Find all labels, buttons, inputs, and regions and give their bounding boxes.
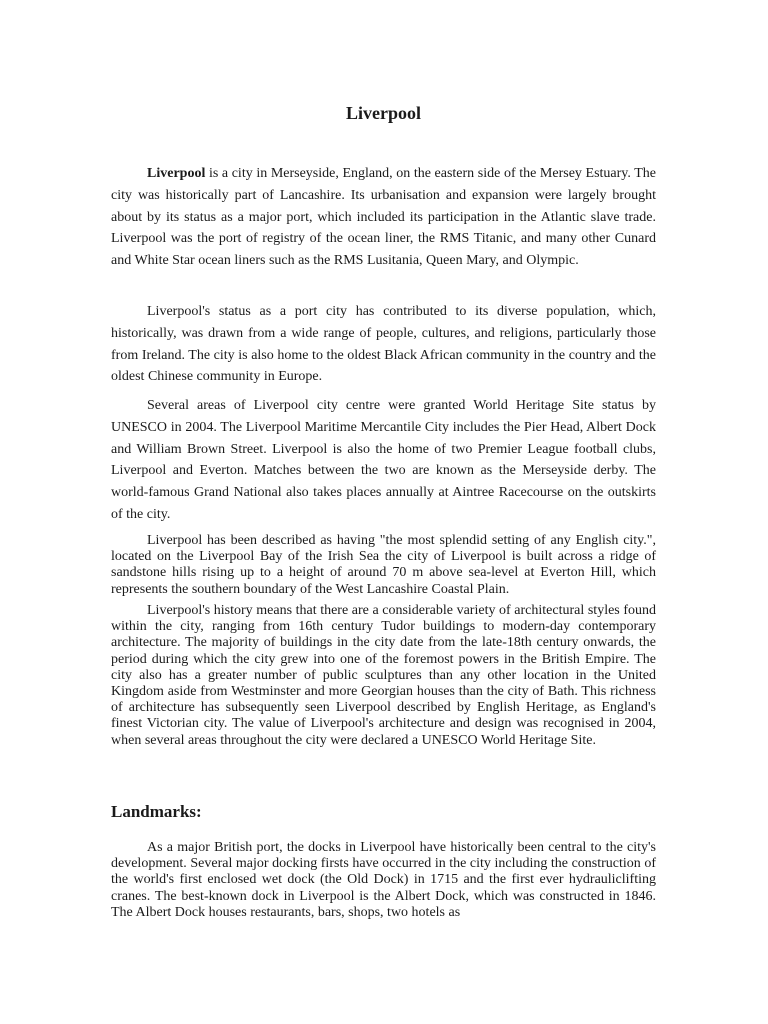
geography-paragraph: Liverpool has been described as having "the most splendid setting of any English city.", located on the Liverpool Bay of the Irish Sea the city of Liverpool is built across a ridge of sandstone hills rising up to a height of around 70 m above sea-level at Everton Hill, which represents the southern boundary of the West Lancashire Coastal Plain.	[111, 533, 656, 597]
landmarks-heading: Landmarks:	[111, 802, 202, 821]
docks-paragraph: As a major British port, the docks in Liverpool have historically been central to the city's development. Several major docking firsts have occurred in the city including the construction of the world's first enclosed wet dock (the Old Dock) in 1715 and the first ever hydrauliclifting cranes. The best-known dock in Liverpool is the Albert Dock, which was constructed in 1846. The Albert Dock houses restaurants, bars, shops, two hotels as	[111, 840, 656, 920]
intro-paragraph-text: is a city in Merseyside, England, on the eastern side of the Mersey Estuary. The city was historically part of Lancashire. Its urbanisation and expansion were largely brought about by its status as a major port, which included its participation in the Atlantic slave trade. Liverpool was the port of registry of the ocean liner, the RMS Titanic, and many other Cunard and White Star ocean liners such as the RMS Lusitania, Queen Mary, and Olympic.	[111, 166, 656, 269]
intro-paragraph	[111, 163, 656, 272]
page-title: Liverpool	[346, 103, 421, 123]
population-paragraph: Liverpool's status as a port city has contributed to its diverse population, which, historically, was drawn from a wide range of people, cultures, and religions, particularly those from Ireland. The city is also home to the oldest Black African community in the country and the oldest Chinese community in Europe.	[111, 304, 656, 385]
heritage-paragraph: Several areas of Liverpool city centre were granted World Heritage Site status by UNESCO in 2004. The Liverpool Maritime Mercantile City includes the Pier Head, Albert Dock and William Brown Street. Liverpool is also the home of two Premier League football clubs, Liverpool and Everton. Matches between the two are known as the Merseyside derby. The world-famous Grand National also takes places annually at Aintree Racecourse on the outskirts of the city.	[111, 398, 656, 522]
architecture-paragraph: Liverpool's history means that there are a considerable variety of architectural styles found within the city, ranging from 16th century Tudor buildings to modern-day contemporary architecture. The majority of buildings in the city date from the late-18th century onwards, the period during which the city grew into one of the foremost powers in the British Empire. The city also has a greater number of public sculptures than any other location in the United Kingdom aside from Westminster and more Georgian houses than the city of Bath. This richness of architecture has subsequently seen Liverpool described by English Heritage, as England's finest Victorian city. The value of Liverpool's architecture and design was recognised in 2004, when several areas throughout the city were declared a UNESCO World Heritage Site.	[111, 603, 656, 748]
intro-lead-term: Liverpool	[147, 166, 206, 181]
